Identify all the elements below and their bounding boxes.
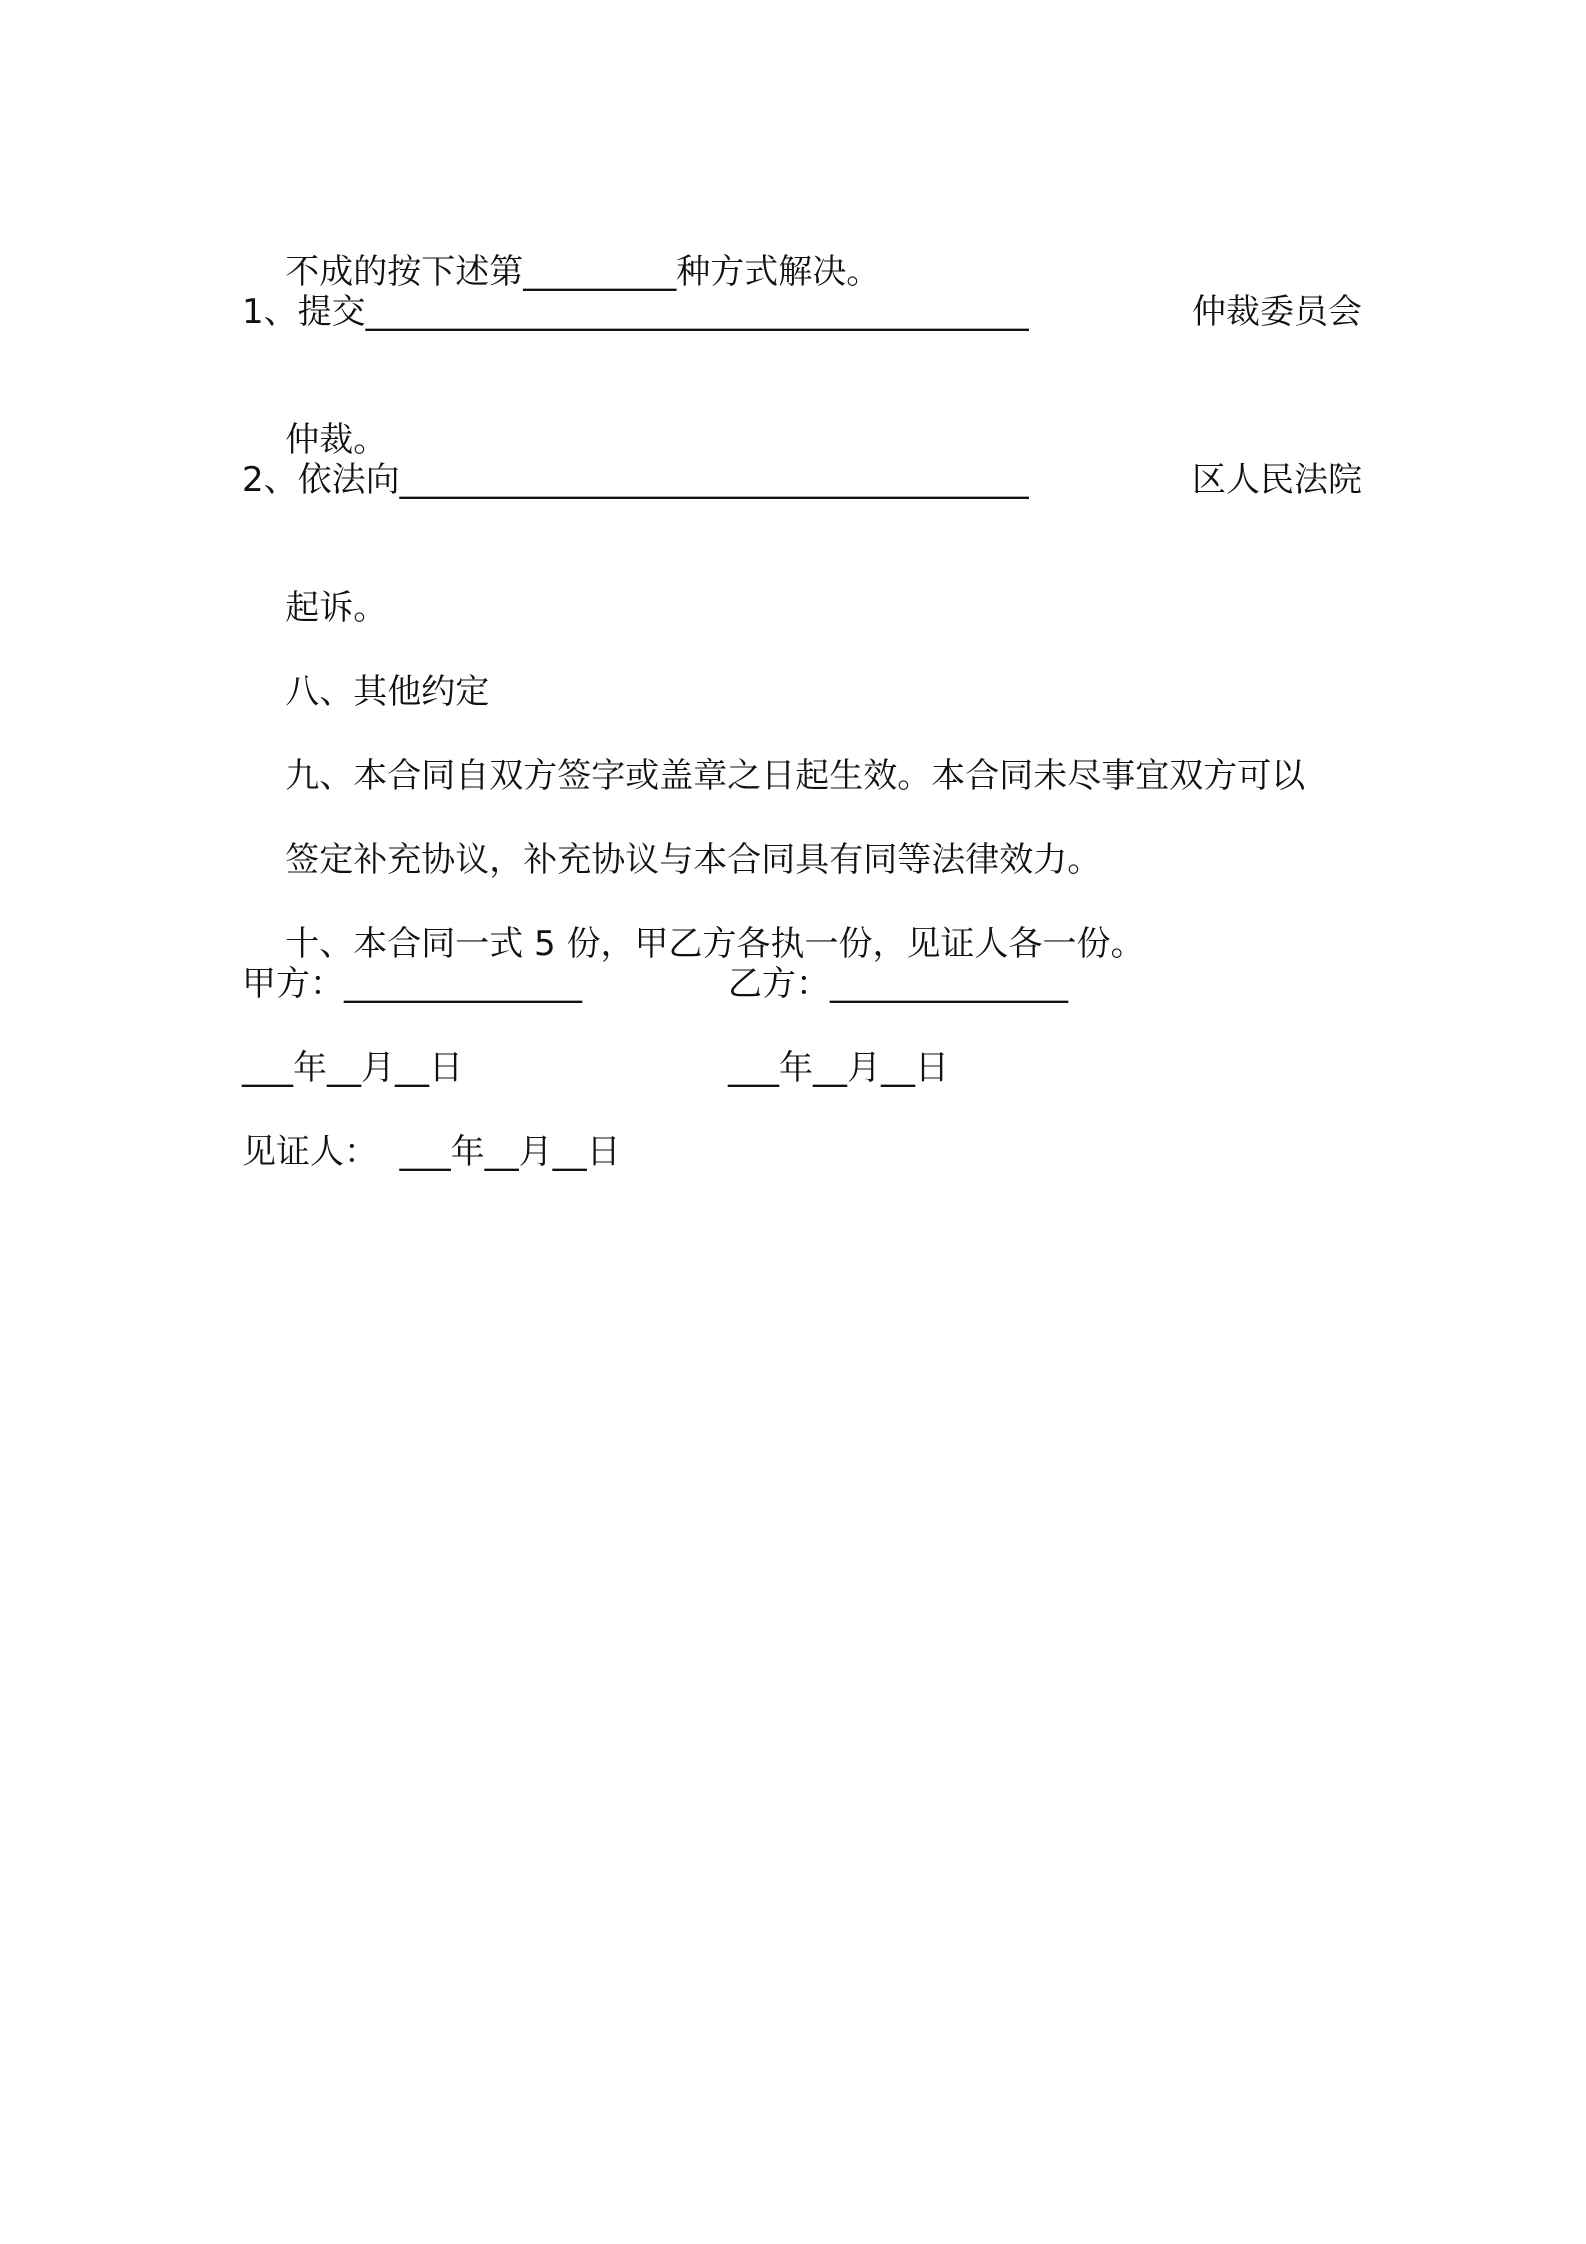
- paragraph-arbitration: [242, 290, 1362, 334]
- party-a-date: ___年__月__日: [242, 1048, 463, 1088]
- supplement-text: 签定补充协议，补充协议与本合同具有同等法律效力。: [285, 840, 1102, 880]
- arbitration-cont-text: 仲裁。: [285, 420, 388, 460]
- paragraph-lawsuit: [242, 458, 1362, 502]
- party-b-signature: 乙方：______________: [728, 964, 1068, 1004]
- court-text: 区人民法院: [1192, 460, 1362, 500]
- effectiveness-text: 九、本合同自双方签字或盖章之日起生效。本合同未尽事宜双方可以: [285, 756, 1306, 796]
- lawsuit-text: 2、依法向_____________________________________: [242, 460, 1029, 500]
- lawsuit-cont-text: 起诉。: [285, 588, 388, 628]
- arbitration-committee-text: 仲裁委员会: [1192, 292, 1362, 332]
- arbitration-text: 1、提交_______________________________________: [242, 292, 1029, 332]
- party-a-signature: 甲方：______________: [242, 964, 582, 1004]
- party-b-date: ___年__月__日: [728, 1048, 949, 1088]
- copies-text: 十、本合同一式 5 份，甲乙方各执一份，见证人各一份。: [285, 924, 1145, 964]
- dispute-method-text: 不成的按下述第_________种方式解决。: [285, 252, 881, 292]
- witness-signature: 见证人： ___年__月__日: [242, 1132, 621, 1172]
- other-agreements-heading: 八、其他约定: [285, 672, 490, 712]
